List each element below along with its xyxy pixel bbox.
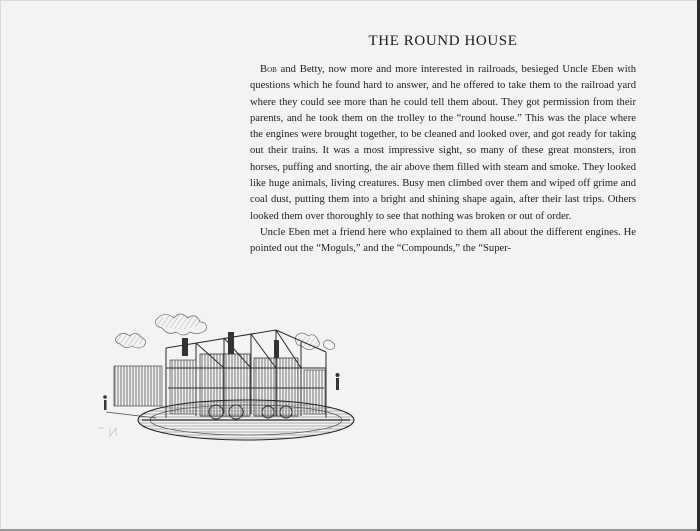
paragraph-text: and Betty, now more and more interested in railroads, besieged Uncle Eben with questions which he found hard to answer, and he offered to take them to the railroad yard where they could see more than he could tell them about. They got permission from their parents, and he took them on the trolley to the “round house.” This was the place where the engines were brought together, to be cleaned and looked over, and got ready for taking out their trains. It was a most impressive sight, so many of these great monsters, iron horses, puffing and snorting, the air above them filled with steam and smoke. They looked like huge animals, living creatures. Busy men climbed over them and wiped off grime and coal dust, putting them into a bright and shining shape again, after their last trips. Others looked them over thoroughly to see that nothing was broken or out of order. xyxy=(250,64,636,222)
round-house-illustration xyxy=(96,308,358,444)
body-text xyxy=(250,62,636,258)
paragraph-text: Uncle Eben met a friend here who explained to them all about the different engines. He pointed out the “Moguls,” and the “Compounds,” the “Super- xyxy=(250,226,636,255)
paragraph-lead: Bob xyxy=(260,64,277,75)
paragraph-2 xyxy=(250,225,636,258)
paragraph-1 xyxy=(250,62,636,225)
smoke-shading xyxy=(116,315,320,347)
chapter-title: THE ROUND HOUSE xyxy=(368,33,518,49)
ghost-marks xyxy=(96,428,116,436)
